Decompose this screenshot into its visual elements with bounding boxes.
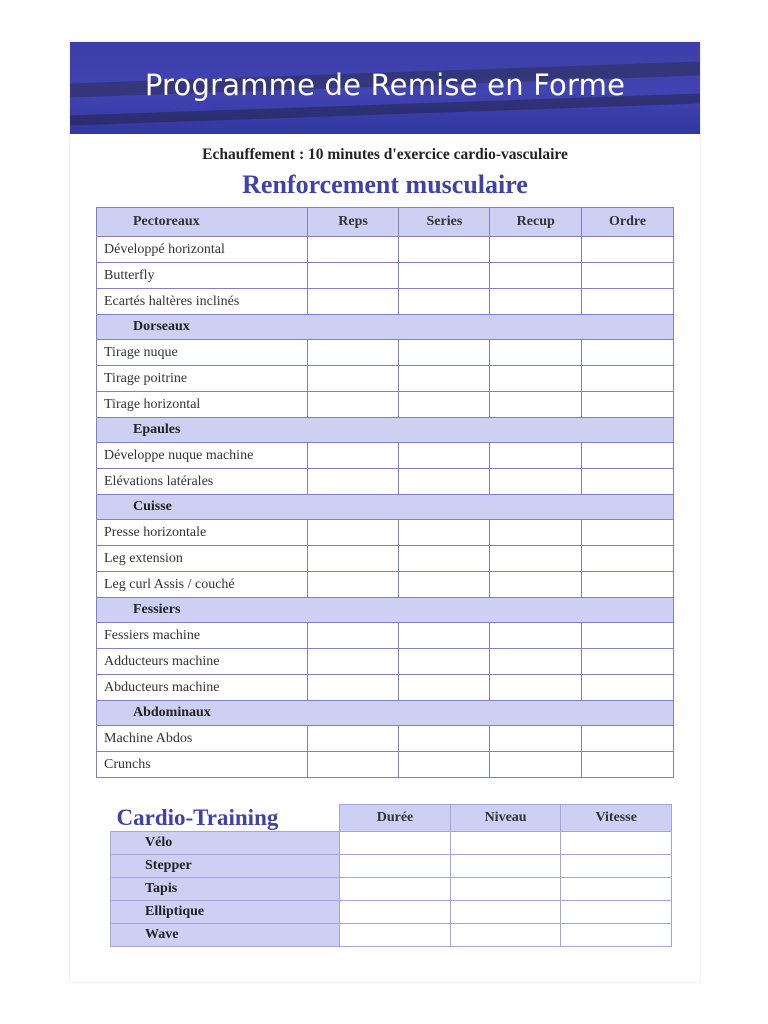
cardio-column-header-2: Vitesse xyxy=(561,805,672,832)
entry-cell[interactable] xyxy=(307,572,399,598)
entry-cell[interactable] xyxy=(307,392,399,418)
exercise-label: Elévations latérales xyxy=(97,469,308,495)
exercise-label: Presse horizontale xyxy=(97,520,308,546)
entry-cell[interactable] xyxy=(490,366,582,392)
exercise-label: Adducteurs machine xyxy=(97,649,308,675)
table-row xyxy=(97,623,674,649)
exercise-label: Abducteurs machine xyxy=(97,675,308,701)
entry-cell[interactable] xyxy=(399,726,490,752)
entry-cell[interactable] xyxy=(399,237,490,263)
entry-cell[interactable] xyxy=(582,675,674,701)
table-row xyxy=(111,923,672,946)
entry-cell[interactable] xyxy=(340,831,451,854)
entry-cell[interactable] xyxy=(307,366,399,392)
cardio-column-header-1: Niveau xyxy=(450,805,561,832)
exercise-label: Machine Abdos xyxy=(97,726,308,752)
exercise-label: Fessiers machine xyxy=(97,623,308,649)
table-row xyxy=(111,900,672,923)
exercise-label: Développe nuque machine xyxy=(97,443,308,469)
group-header-4: Fessiers xyxy=(97,598,674,623)
table-row xyxy=(97,546,674,572)
cardio-section-title: Cardio-Training xyxy=(111,805,340,832)
strength-section-title: Renforcement musculaire xyxy=(242,170,528,199)
cardio-exercise-label: Vélo xyxy=(111,831,340,854)
entry-cell[interactable] xyxy=(399,675,490,701)
entry-cell[interactable] xyxy=(490,263,582,289)
table-row xyxy=(97,340,674,366)
entry-cell[interactable] xyxy=(561,854,672,877)
title-banner xyxy=(70,42,700,134)
entry-cell[interactable] xyxy=(450,831,561,854)
entry-cell[interactable] xyxy=(490,546,582,572)
entry-cell[interactable] xyxy=(399,289,490,315)
group-header-0: Pectoreaux xyxy=(97,208,308,237)
entry-cell[interactable] xyxy=(340,854,451,877)
entry-cell[interactable] xyxy=(582,649,674,675)
entry-cell[interactable] xyxy=(399,752,490,778)
group-header-1: Dorseaux xyxy=(97,315,674,340)
entry-cell[interactable] xyxy=(490,572,582,598)
entry-cell[interactable] xyxy=(307,546,399,572)
entry-cell[interactable] xyxy=(307,623,399,649)
table-row xyxy=(97,675,674,701)
entry-cell[interactable] xyxy=(582,237,674,263)
exercise-label: Tirage nuque xyxy=(97,340,308,366)
entry-cell[interactable] xyxy=(490,675,582,701)
entry-cell[interactable] xyxy=(490,752,582,778)
entry-cell[interactable] xyxy=(307,237,399,263)
entry-cell[interactable] xyxy=(582,469,674,495)
page-title: Programme de Remise en Forme xyxy=(144,68,626,102)
entry-cell[interactable] xyxy=(307,520,399,546)
entry-cell[interactable] xyxy=(582,392,674,418)
column-header-1: Series xyxy=(399,208,490,237)
entry-cell[interactable] xyxy=(490,623,582,649)
entry-cell[interactable] xyxy=(307,469,399,495)
fitness-program-sheet xyxy=(70,42,700,982)
strength-table xyxy=(96,207,674,778)
exercise-label: Leg curl Assis / couché xyxy=(97,572,308,598)
warmup-note: Echauffement : 10 minutes d'exercice cardio-vasculaire xyxy=(202,146,568,163)
exercise-label: Développé horizontal xyxy=(97,237,308,263)
entry-cell[interactable] xyxy=(399,623,490,649)
table-row xyxy=(97,649,674,675)
entry-cell[interactable] xyxy=(307,340,399,366)
entry-cell[interactable] xyxy=(490,443,582,469)
entry-cell[interactable] xyxy=(582,263,674,289)
exercise-label: Ecartés haltères inclinés xyxy=(97,289,308,315)
group-header-5: Abdominaux xyxy=(97,701,674,726)
entry-cell[interactable] xyxy=(561,831,672,854)
cardio-exercise-label: Wave xyxy=(111,923,340,946)
table-row xyxy=(97,752,674,778)
entry-cell[interactable] xyxy=(582,289,674,315)
entry-cell[interactable] xyxy=(340,900,451,923)
entry-cell[interactable] xyxy=(450,923,561,946)
cardio-column-header-0: Durée xyxy=(340,805,451,832)
entry-cell[interactable] xyxy=(399,340,490,366)
exercise-label: Leg extension xyxy=(97,546,308,572)
entry-cell[interactable] xyxy=(490,289,582,315)
entry-cell[interactable] xyxy=(582,443,674,469)
entry-cell[interactable] xyxy=(340,923,451,946)
entry-cell[interactable] xyxy=(490,237,582,263)
entry-cell[interactable] xyxy=(399,520,490,546)
column-header-2: Recup xyxy=(490,208,582,237)
entry-cell[interactable] xyxy=(307,443,399,469)
entry-cell[interactable] xyxy=(340,877,451,900)
entry-cell[interactable] xyxy=(490,649,582,675)
entry-cell[interactable] xyxy=(582,752,674,778)
entry-cell[interactable] xyxy=(582,340,674,366)
entry-cell[interactable] xyxy=(490,726,582,752)
entry-cell[interactable] xyxy=(307,726,399,752)
entry-cell[interactable] xyxy=(399,392,490,418)
entry-cell[interactable] xyxy=(307,752,399,778)
table-row xyxy=(97,469,674,495)
table-row xyxy=(111,831,672,854)
entry-cell[interactable] xyxy=(450,900,561,923)
cardio-exercise-label: Stepper xyxy=(111,854,340,877)
entry-cell[interactable] xyxy=(490,392,582,418)
cardio-table xyxy=(110,804,672,947)
entry-cell[interactable] xyxy=(561,877,672,900)
group-header-2: Epaules xyxy=(97,418,674,443)
exercise-label: Crunchs xyxy=(97,752,308,778)
cardio-exercise-label: Tapis xyxy=(111,877,340,900)
table-row xyxy=(97,237,674,263)
entry-cell[interactable] xyxy=(399,649,490,675)
exercise-label: Tirage poitrine xyxy=(97,366,308,392)
entry-cell[interactable] xyxy=(307,289,399,315)
entry-cell[interactable] xyxy=(399,572,490,598)
entry-cell[interactable] xyxy=(399,443,490,469)
entry-cell[interactable] xyxy=(561,923,672,946)
entry-cell[interactable] xyxy=(399,546,490,572)
entry-cell[interactable] xyxy=(561,900,672,923)
table-row xyxy=(97,572,674,598)
table-row xyxy=(97,392,674,418)
table-row xyxy=(111,877,672,900)
table-row xyxy=(97,443,674,469)
entry-cell[interactable] xyxy=(307,649,399,675)
entry-cell[interactable] xyxy=(582,726,674,752)
table-row xyxy=(97,726,674,752)
entry-cell[interactable] xyxy=(582,546,674,572)
column-header-3: Ordre xyxy=(582,208,674,237)
cardio-exercise-label: Elliptique xyxy=(111,900,340,923)
table-row xyxy=(111,854,672,877)
entry-cell[interactable] xyxy=(582,572,674,598)
entry-cell[interactable] xyxy=(490,340,582,366)
exercise-label: Butterfly xyxy=(97,263,308,289)
column-header-0: Reps xyxy=(307,208,399,237)
entry-cell[interactable] xyxy=(490,469,582,495)
entry-cell[interactable] xyxy=(399,263,490,289)
table-row xyxy=(97,289,674,315)
table-row xyxy=(97,520,674,546)
entry-cell[interactable] xyxy=(490,520,582,546)
entry-cell[interactable] xyxy=(582,366,674,392)
entry-cell[interactable] xyxy=(307,675,399,701)
table-row xyxy=(97,263,674,289)
entry-cell[interactable] xyxy=(450,854,561,877)
entry-cell[interactable] xyxy=(450,877,561,900)
table-row xyxy=(97,366,674,392)
entry-cell[interactable] xyxy=(399,366,490,392)
group-header-3: Cuisse xyxy=(97,495,674,520)
entry-cell[interactable] xyxy=(582,623,674,649)
exercise-label: Tirage horizontal xyxy=(97,392,308,418)
entry-cell[interactable] xyxy=(399,469,490,495)
entry-cell[interactable] xyxy=(582,520,674,546)
entry-cell[interactable] xyxy=(307,263,399,289)
